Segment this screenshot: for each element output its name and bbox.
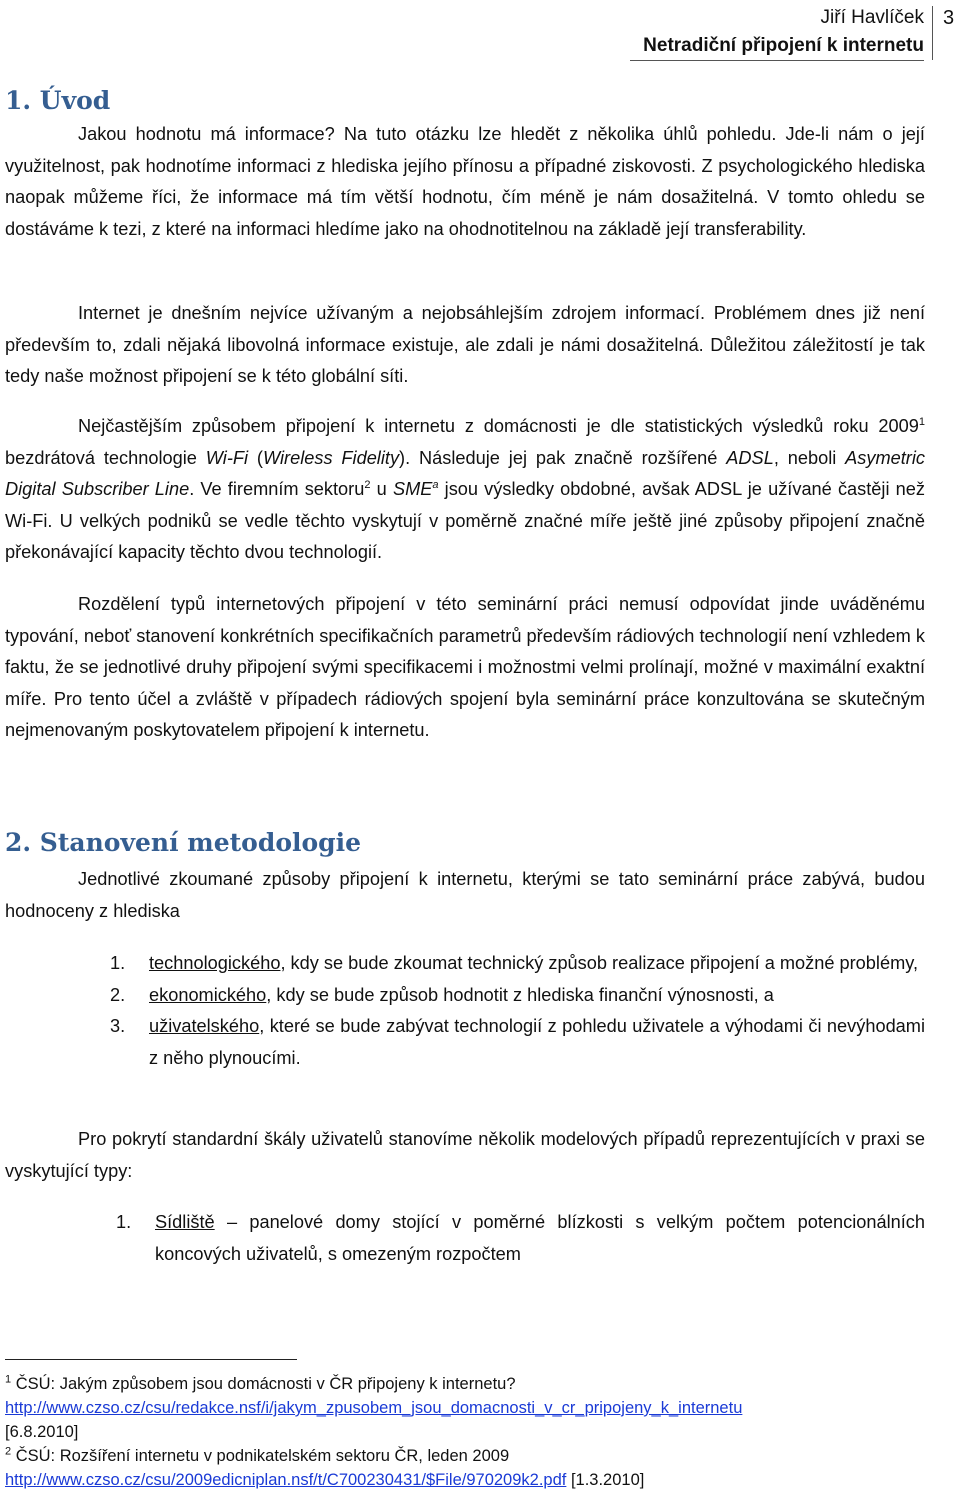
footnote-ref-1[interactable]: 1	[918, 415, 925, 428]
section-heading-uvod: 1. Úvod	[5, 86, 111, 115]
paragraph-intro: Jakou hodnotu má informace? Na tuto otázku lze hledět z několika úhlů pohledu. Jde-li nám o její využitelnost, pak hodnotíme informaci z hlediska jejího přínosu a případné ziskovosti. Z psychologického hlediska naopak můžeme říci, že informace má tím větší hodnotu, čím méně je nám dosažitelná. V tomto ohledu se dostáváme k tezi, z které na informaci hledíme jako na ohodnotitelnou na základě její transferability.	[5, 124, 925, 239]
paragraph-internet: Internet je dnešním nejvíce užívaným a nejobsáhlejším zdrojem informací. Problémem dnes již není především to, zdali nějaká libovolná informace existuje, ale zdali je námi dosažitelná. Důležitou záležitostí je tak tedy naše možnost připojení se k této globální síti.	[5, 303, 925, 386]
page-number: 3	[943, 7, 955, 29]
footnote-2-link[interactable]: http://www.czso.cz/csu/2009edicniplan.nsf/t/C700230431/$File/970209k2.pdf	[5, 1471, 567, 1489]
criteria-list	[110, 948, 925, 1074]
list-item: 1. Sídliště – panelové domy stojící v poměrné blízkosti s velkým počtem potencionálních koncových uživatelů, s omezeným rozpočtem	[116, 1212, 925, 1264]
page-header	[0, 4, 960, 60]
footnote-1-link[interactable]: http://www.czso.cz/csu/redakce.nsf/i/jakym_zpusobem_jsou_domacnosti_v_cr_pripojeny_k_internetu	[5, 1399, 743, 1417]
paragraph-division: Rozdělení typů internetových připojení v této seminární práci nemusí odpovídat jinde uváděnému typování, neboť stanovení konkrétních specifikačních parametrů především rádiových technologií není vzhledem k faktu, že se jednotlivé druhy připojení svými specifikacemi i možnostmi velmi prolínají, možné v maximální exaktní míře. Pro tento účel a zvláště v případech rádiových spojení byla seminární práce konzultována se skutečným nejmenovaným poskytovatelem připojení k internetu.	[5, 594, 925, 740]
models-list	[116, 1207, 925, 1270]
footnote-ref-2[interactable]: 2	[364, 478, 371, 491]
footnote-separator	[5, 1359, 297, 1360]
section-heading-metodologie: 2. Stanovení metodologie	[5, 828, 362, 857]
header-title: Netradiční připojení k internetu	[643, 35, 924, 56]
footnote-2: $^2$ ČSÚ: Rozšíření internetu v podnikatelském sektoru ČR, leden 2009 http://www.czso.cz/csu/2009edicniplan.nsf/t/C700230431/$File/970209k2.pdf [1.3.2010]	[5, 1445, 645, 1489]
list-item: 2. ekonomického, kdy se bude způsob hodnotit z hlediska finanční výnosnosti, a	[110, 984, 774, 1005]
list-item: 3. uživatelského, které se bude zabývat technologií z pohledu uživatele a výhodami či nevýhodami z něho plynoucími.	[110, 1016, 925, 1068]
paragraph-statistics: Nejčastějším způsobem připojení k internetu z domácnosti je dle statistických výsledků roku 2009$^1$ bezdrátová technologie Wi-Fi (Wireless Fidelity). Následuje jej pak značně rozšířené ADSL, neboli Asymetric Digital Subscriber Line. Ve firemním sektoru$^2$ u SME$^a$ jsou výsledky obdobné, avšak ADSL je užívané častěji než Wi-Fi. U velkých podniků se vedle těchto vyskytují v poměrně značné míře ještě jiné způsoby připojení značně překonávající kapacity těchto dvou technologií.	[5, 415, 925, 562]
paragraph-models: Pro pokrytí standardní škály uživatelů stanovíme několik modelových případů reprezentujících v praxi se vyskytující typy:	[5, 1129, 925, 1181]
footnote-1: $^1$ ČSÚ: Jakým způsobem jsou domácnosti v ČR připojeny k internetu? http://www.czso.cz/csu/redakce.nsf/i/jakym_zpusobem_jsou_domacnosti_v_cr_pripojeny_k_internetu [6.8.2010]	[5, 1373, 743, 1441]
paragraph-methodology-intro: Jednotlivé zkoumané způsoby připojení k internetu, kterými se tato seminární práce zabývá, budou hodnoceny z hlediska	[5, 869, 925, 921]
header-author: Jiří Havlíček	[820, 7, 924, 28]
list-item: 1. technologického, kdy se bude zkoumat technický způsob realizace připojení a možné problémy,	[110, 953, 919, 973]
header-rule	[630, 60, 924, 61]
header-divider	[932, 6, 933, 60]
